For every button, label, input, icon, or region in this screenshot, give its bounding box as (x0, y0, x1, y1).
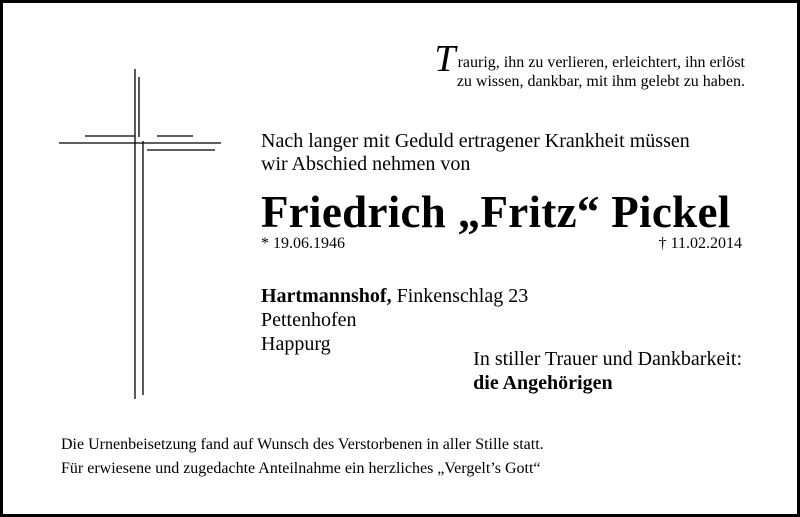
intro-text (261, 130, 690, 176)
quote-line-1: raurig, ihn zu verlieren, erleichtert, ihn erlöst (457, 54, 745, 71)
intro-line-1: Nach langer mit Geduld ertragener Krankheit müssen (261, 130, 690, 152)
intro-line-2: wir Abschied nehmen von (261, 153, 471, 175)
memorial-quote (434, 38, 745, 91)
address-town: Hartmannshof, (261, 285, 392, 307)
family-address (261, 284, 528, 356)
footer-text (61, 433, 544, 481)
death-date: † 11.02.2014 (658, 235, 742, 252)
mourners: die Angehörigen (473, 372, 613, 394)
birth-date: * 19.06.1946 (261, 235, 345, 252)
address-street: Finkenschlag 23 (391, 285, 529, 307)
quote-line-2: zu wissen, dankbar, mit ihm gelebt zu haben. (456, 73, 745, 90)
mourning-signature (473, 347, 742, 395)
address-line-3: Happurg (261, 333, 331, 355)
footer-line-1: Die Urnenbeisetzung fand auf Wunsch des Verstorbenen in aller Stille statt. (61, 436, 544, 453)
deceased-name: Friedrich „Fritz“ Pickel (261, 187, 731, 237)
footer-line-2: Für erwiesene und zugedachte Anteilnahme ein herzliches „Vergelt’s Gott“ (61, 460, 541, 477)
quote-initial: T (434, 38, 456, 80)
address-line-1 (261, 284, 528, 308)
address-line-2: Pettenhofen (261, 309, 357, 331)
mourning-line-1: In stiller Trauer und Dankbarkeit: (473, 348, 742, 370)
cross-icon (59, 69, 229, 403)
